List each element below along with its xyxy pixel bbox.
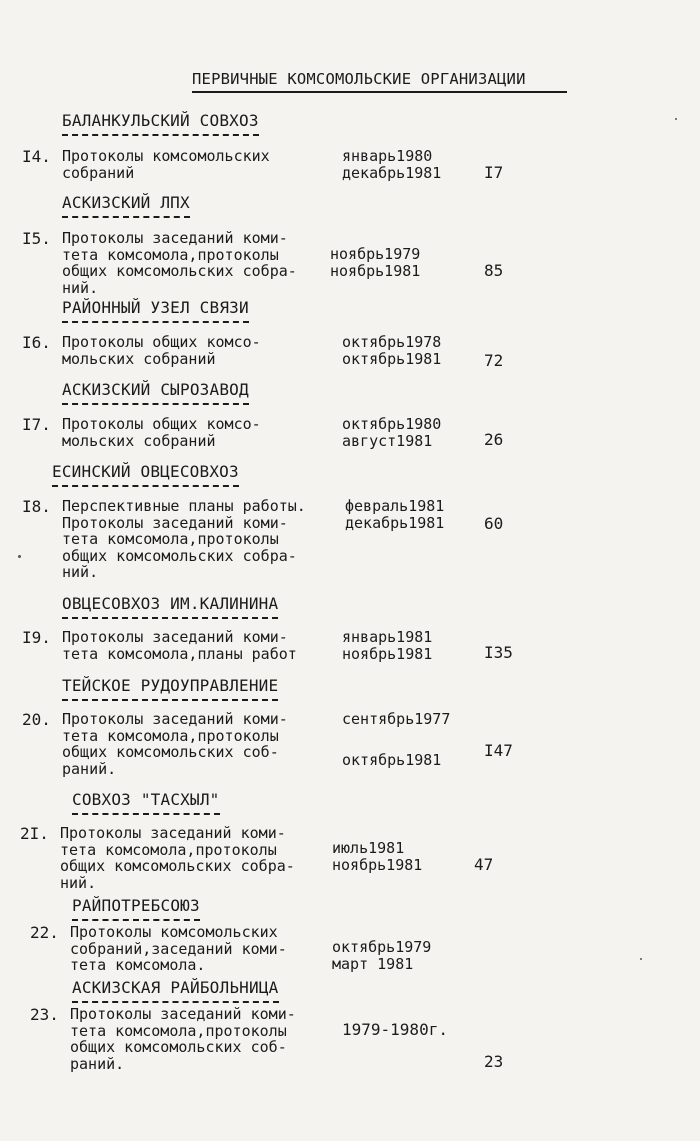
date-line: ноябрь1981 [342,644,433,663]
description-line: ний. [62,563,99,581]
item-count: 85 [484,261,504,280]
section-heading: СОВХОЗ "ТАСХЫЛ" [72,790,220,815]
date-line: декабрь1981 [342,163,442,182]
section-heading: РАЙПОТРЕБСОЮЗ [72,896,200,921]
description-line: тета комсомола. [70,956,206,974]
date-line: март 1981 [332,954,414,973]
description-line: Протоколы заседаний коми- [62,513,288,532]
item-number: 2I. [20,824,49,843]
item-count: 26 [484,430,504,449]
date-line: ноябрь1981 [332,855,423,874]
description-line: Протоколы заседаний коми- [62,710,288,728]
item-description [70,924,287,974]
item-count: 72 [484,351,504,370]
description-line: общих комсомольских собра- [62,546,297,565]
description-line: общих комсомольских собра- [62,262,297,280]
item-description [62,148,270,181]
item-description [62,230,297,296]
item-description [62,334,261,367]
item-number: 23. [30,1005,59,1024]
description-line: тета комсомола,протоколы [62,530,279,548]
description-line: тета комсомола,протоколы [70,1021,287,1040]
description-line: Перспективные планы работы. [62,497,306,515]
item-description [62,498,306,581]
date-line: октябрь1981 [342,349,442,368]
item-number: I7. [22,415,51,434]
paper-speck [640,958,642,960]
page-title: ПЕРВИЧНЫЕ КОМСОМОЛЬСКИЕ ОРГАНИЗАЦИИ [192,70,567,93]
paper-speck [675,118,677,120]
section-heading: АСКИЗСКИЙ ЛПХ [62,193,190,218]
item-dates [342,416,441,449]
description-line: общих комсомольских соб- [62,743,279,761]
item-dates [342,1022,448,1039]
date-line: октябрь1979 [332,938,432,956]
date-line: июль1981 [332,839,405,857]
item-number: I4. [22,147,51,166]
description-line: мольских собраний [62,431,216,450]
item-number: I8. [22,497,51,516]
item-description [62,711,288,777]
item-description [62,629,297,662]
section-heading: ТЕЙСКОЕ РУДОУПРАВЛЕНИЕ [62,676,278,701]
description-line: мольских собраний [62,349,216,368]
date-line: январь1980 [342,147,433,165]
description-line: тета комсомола,протоколы [60,840,277,859]
item-number: I9. [22,628,51,647]
description-line: Протоколы заседаний коми- [70,1005,296,1023]
description-line: тета комсомола,протоколы [62,245,279,264]
item-count: 60 [484,514,504,533]
date-line: февраль1981 [345,497,445,515]
description-line: Протоколы заседаний коми- [60,824,286,842]
item-description [60,825,295,891]
description-line: Протоколы общих комсо- [62,415,261,433]
item-dates [332,939,431,972]
item-number: 20. [22,710,51,729]
item-dates [342,148,441,181]
date-line: ноябрь1981 [330,261,421,280]
item-dates [342,711,450,769]
item-count: I35 [484,643,513,662]
date-line [342,728,450,745]
description-line: общих комсомольских собра- [60,857,295,875]
date-line: август1981 [342,431,433,450]
description-line: Протоколы заседаний коми- [62,628,288,646]
item-count: I47 [484,741,513,760]
description-line: Протоколы общих комсо- [62,333,261,351]
description-line: ний. [60,873,97,892]
item-dates [342,334,441,367]
item-dates [345,498,444,531]
date-line: 1979-1980г. [342,1020,448,1039]
description-line: тета комсомола,планы работ [62,644,297,663]
description-line: тета комсомола,протоколы [62,726,279,745]
section-heading: АСКИЗСКАЯ РАЙБОЛЬНИЦА [72,978,279,1003]
description-line: общих комсомольских соб- [70,1038,287,1056]
date-line: октябрь1978 [342,333,442,351]
section-heading: АСКИЗСКИЙ СЫРОЗАВОД [62,380,249,405]
description-line: собраний [62,163,135,182]
section-heading: РАЙОННЫЙ УЗЕЛ СВЯЗИ [62,298,249,323]
section-heading: БАЛАНКУЛЬСКИЙ СОВХОЗ [62,111,259,136]
description-line: Протоколы заседаний коми- [62,229,288,247]
description-line: раний. [62,759,117,778]
description-line: Протоколы комсомольских [70,923,278,941]
item-count: 47 [474,855,494,874]
date-line: октябрь1980 [342,415,442,433]
item-count: I7 [484,163,504,182]
date-line: октябрь1981 [342,751,442,769]
item-count: 23 [484,1052,504,1071]
section-heading: ЕСИНСКИЙ ОВЦЕСОВХОЗ [52,462,239,487]
description-line: Протоколы комсомольских [62,147,270,165]
item-dates [342,629,432,662]
date-line: декабрь1981 [345,513,445,532]
item-description [62,416,261,449]
paper-speck [18,555,21,558]
item-number: I5. [22,229,51,248]
item-dates [332,840,422,873]
item-number: I6. [22,333,51,352]
date-line: сентябрь1977 [342,710,451,728]
date-line: ноябрь1979 [330,245,421,263]
description-line: ний. [62,278,99,297]
description-line: собраний,заседаний коми- [70,939,287,958]
item-dates [330,246,420,279]
description-line: раний. [70,1054,125,1073]
section-heading: ОВЦЕСОВХОЗ ИМ.КАЛИНИНА [62,594,278,619]
item-description [70,1006,296,1072]
item-number: 22. [30,923,59,942]
date-line: январь1981 [342,628,433,646]
